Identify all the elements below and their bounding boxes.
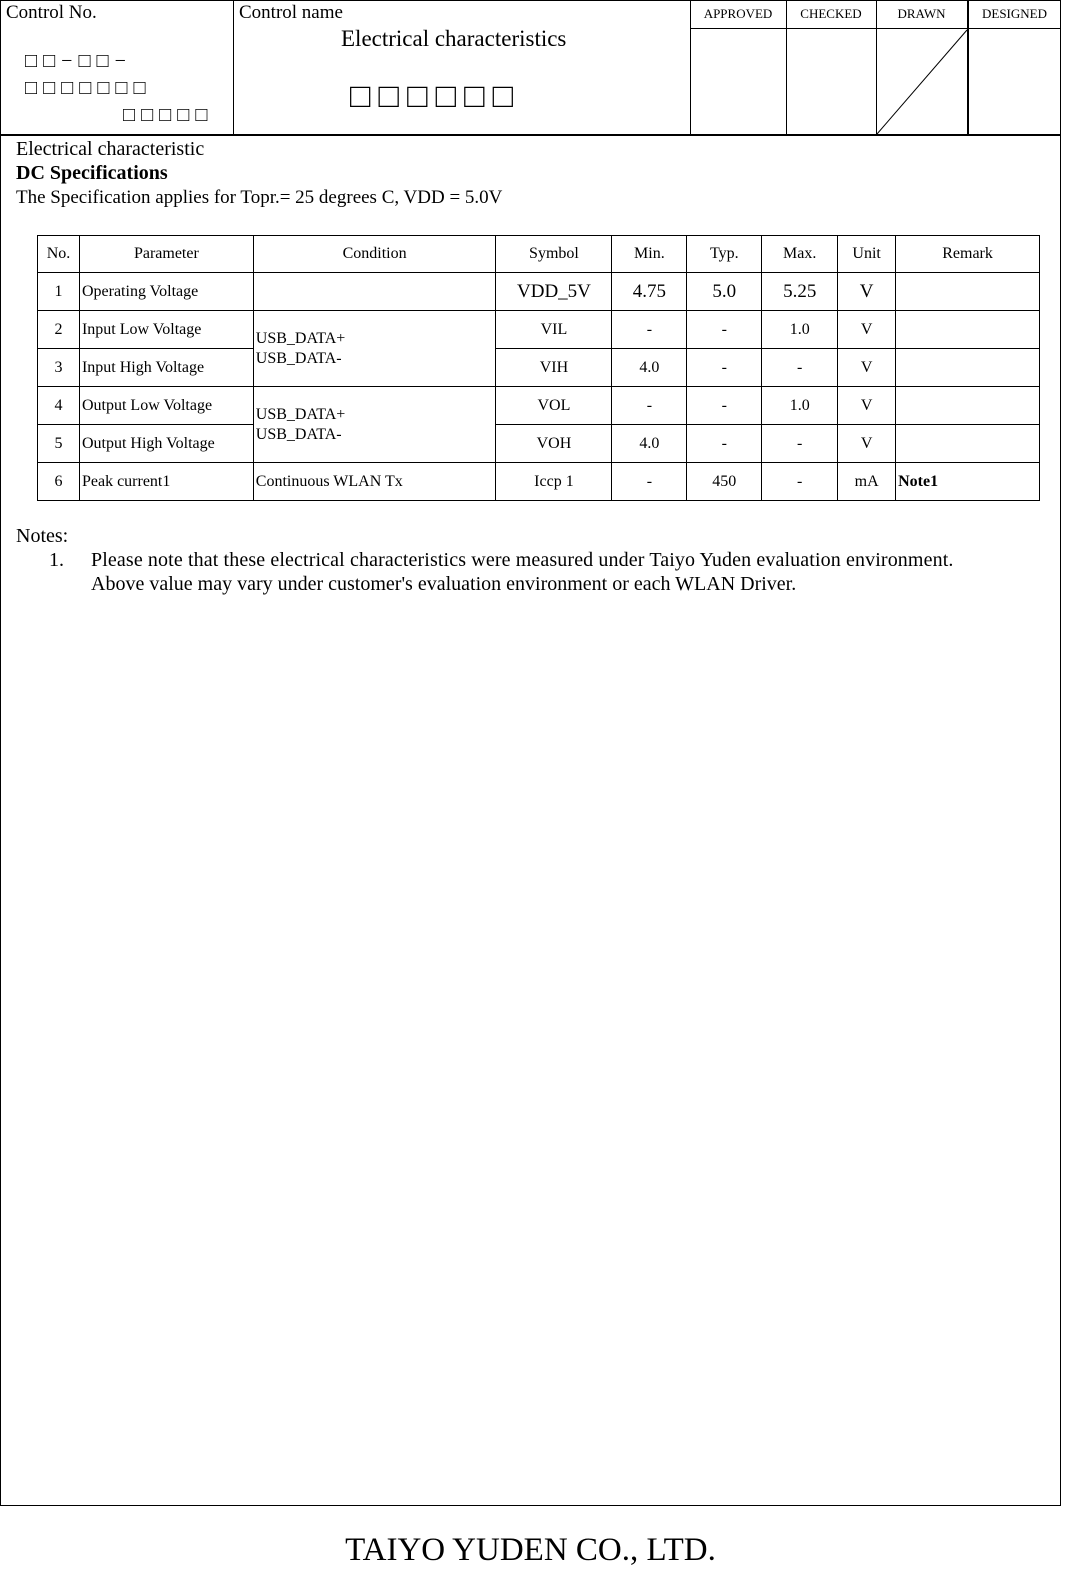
cell-parameter: Output High Voltage (79, 425, 253, 463)
dc-spec-table (37, 235, 1040, 501)
cell-min: - (612, 387, 687, 425)
control-no-line-3: □□□□□ (123, 104, 214, 126)
cell-min: 4.0 (612, 425, 687, 463)
notes-label: Notes: (16, 525, 69, 547)
cell-max: - (762, 425, 838, 463)
cell-typ: 450 (687, 463, 762, 501)
cell-unit: V (838, 387, 896, 425)
cell-parameter: Output Low Voltage (79, 387, 253, 425)
cell-no: 1 (38, 273, 80, 311)
section-applies: The Specification applies for Topr.= 25 degrees C, VDD = 5.0V (16, 187, 503, 208)
cell-unit: V (838, 311, 896, 349)
header-typ: Typ. (687, 236, 762, 273)
cell-unit: V (838, 349, 896, 387)
cell-min: - (612, 463, 687, 501)
section-title: Electrical characteristic (16, 138, 205, 160)
cell-condition-group-b (253, 387, 496, 463)
cell-remark (896, 311, 1040, 349)
cell-max: - (762, 463, 838, 501)
company-footer: TAIYO YUDEN CO., LTD. (345, 1532, 716, 1568)
cell-remark (896, 349, 1040, 387)
drawn-label: DRAWN (897, 6, 946, 21)
control-name-value: Electrical characteristics (341, 26, 567, 51)
cell-unit: mA (838, 463, 896, 501)
drawn-diagonal-strike (876, 29, 968, 135)
section-subtitle: DC Specifications (16, 162, 168, 184)
cell-typ: - (687, 387, 762, 425)
table-row (38, 463, 1040, 501)
cell-parameter: Input High Voltage (79, 349, 253, 387)
table-row (38, 387, 1040, 425)
condition-line: USB_DATA- (255, 425, 342, 443)
header-condition: Condition (253, 236, 496, 273)
header-unit: Unit (838, 236, 896, 273)
cell-no: 2 (38, 311, 80, 349)
cell-no: 6 (38, 463, 80, 501)
condition-line: USB_DATA+ (255, 405, 346, 423)
cell-unit: V (838, 273, 896, 311)
cell-no: 4 (38, 387, 80, 425)
cell-condition: Continuous WLAN Tx (253, 463, 496, 501)
cell-max: 5.25 (762, 273, 838, 311)
cell-min: 4.75 (612, 273, 687, 311)
header-parameter: Parameter (79, 236, 253, 273)
control-no-line-2: □□□□□□□ (25, 77, 152, 99)
cell-typ: - (687, 311, 762, 349)
control-name-boxes: □□□□□□ (350, 78, 522, 115)
table-row (38, 311, 1040, 349)
cell-parameter: Input Low Voltage (79, 311, 253, 349)
cell-symbol: VOH (496, 425, 612, 463)
header-min: Min. (612, 236, 687, 273)
checked-label: CHECKED (800, 6, 862, 21)
table-row (38, 425, 1040, 463)
header-max: Max. (762, 236, 838, 273)
control-no-line-1: □□−□□− (25, 50, 132, 72)
cell-symbol: Iccp 1 (496, 463, 612, 501)
cell-parameter: Operating Voltage (79, 273, 253, 311)
cell-max: - (762, 349, 838, 387)
control-no-label: Control No. (6, 2, 97, 23)
cell-min: 4.0 (612, 349, 687, 387)
cell-condition (253, 273, 496, 311)
cell-remark (896, 387, 1040, 425)
cell-no: 5 (38, 425, 80, 463)
cell-max: 1.0 (762, 311, 838, 349)
note-number: 1. (49, 549, 64, 571)
table-row (38, 273, 1040, 311)
table-row (38, 349, 1040, 387)
cell-typ: - (687, 349, 762, 387)
note-text-line-1: Please note that these electrical characteristics were measured under Taiyo Yuden evaluation environment. (91, 549, 954, 571)
cell-symbol: VIL (496, 311, 612, 349)
cell-parameter: Peak current1 (79, 463, 253, 501)
header-divider-1 (233, 0, 234, 135)
condition-line: USB_DATA+ (255, 329, 346, 347)
cell-min: - (612, 311, 687, 349)
cell-typ: - (687, 425, 762, 463)
note-text-line-2: Above value may vary under customer's evaluation environment or each WLAN Driver. (91, 573, 797, 595)
control-name-label: Control name (239, 2, 343, 23)
header-symbol: Symbol (496, 236, 612, 273)
cell-remark (896, 425, 1040, 463)
table-header-row (38, 236, 1040, 273)
cell-remark (896, 273, 1040, 311)
designed-label: DESIGNED (982, 6, 1047, 21)
header-no: No. (38, 236, 80, 273)
approved-label: APPROVED (703, 6, 773, 21)
cell-condition-group-a (253, 311, 496, 387)
condition-line: USB_DATA- (255, 349, 342, 367)
cell-unit: V (838, 425, 896, 463)
cell-symbol: VIH (496, 349, 612, 387)
header-remark: Remark (896, 236, 1040, 273)
cell-symbol: VDD_5V (496, 273, 612, 311)
cell-typ: 5.0 (687, 273, 762, 311)
cell-no: 3 (38, 349, 80, 387)
cell-symbol: VOL (496, 387, 612, 425)
cell-remark: Note1 (896, 463, 1040, 501)
cell-max: 1.0 (762, 387, 838, 425)
